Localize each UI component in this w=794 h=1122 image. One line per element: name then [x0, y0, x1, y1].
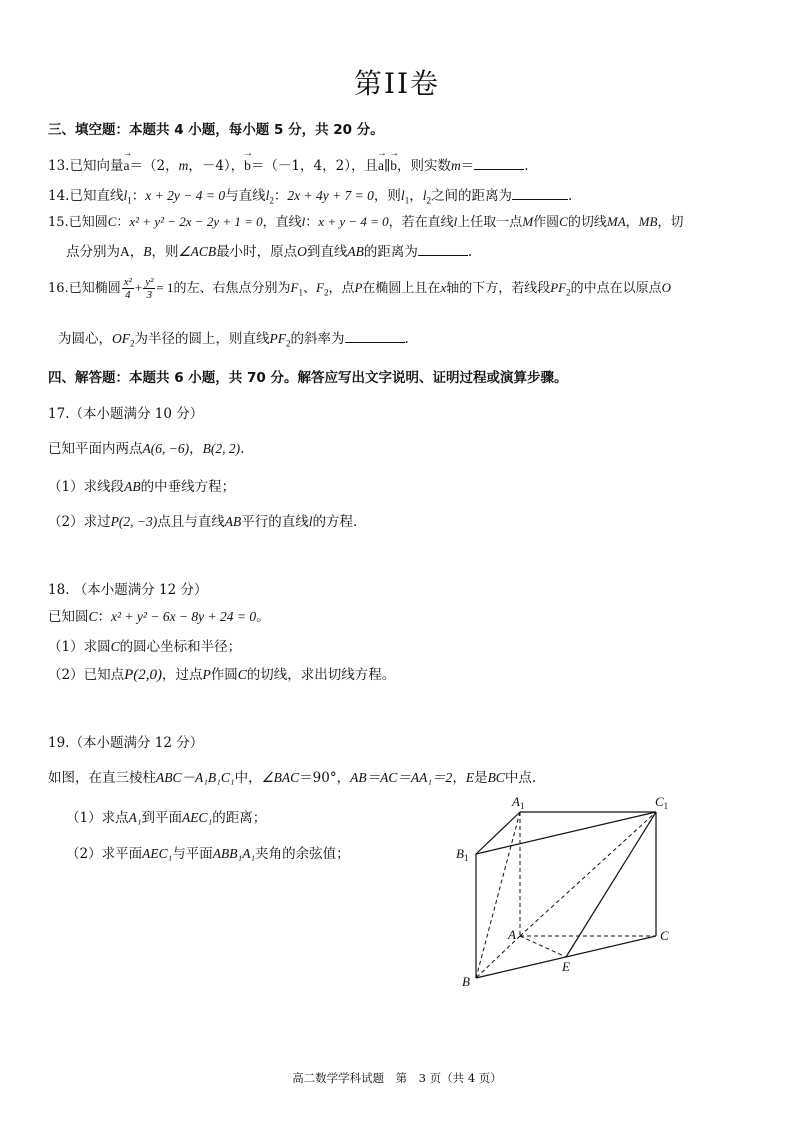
question-19-part-1: （1）求点A₁到平面AEC₁的距离；	[66, 810, 267, 826]
question-17-part-2: （2）求过P(2, −3)点且与直线AB平行的直线l的方程.	[48, 514, 358, 530]
question-17-part-1: （1）求线段AB的中垂线方程；	[48, 479, 236, 495]
page-footer: 高二数学学科试题 第 3 页（共 4 页）	[292, 1071, 502, 1085]
label-B1: $B_1$	[456, 846, 469, 863]
segment-A-C1-hidden	[520, 812, 656, 936]
answer-blank-13[interactable]	[474, 157, 524, 170]
fraction-y2-over-3: $\frac{\text{y²}}{3}$	[145, 276, 154, 301]
edge-A-B-hidden	[476, 936, 520, 978]
question-19-header: 19.（本小题满分 12 分）	[48, 735, 204, 751]
segment-A-E-hidden	[520, 936, 566, 957]
question-14: 14.已知直线$l_1$：x + 2y − 4 = 0与直线$l_2$：2x + 4y + 7 = 0，则$l_1$，$l_2$之间的距离为 .	[48, 188, 573, 206]
question-16-line-2: 为圆心，$OF_2$为半径的圆上，则直线$PF_2$的斜率为 .	[58, 331, 409, 349]
answer-blank-14[interactable]	[512, 187, 568, 200]
prism-figure	[450, 790, 690, 1000]
question-19-part-2: （2）求平面AEC₁与平面ABB₁A₁夹角的余弦值；	[66, 846, 350, 862]
fraction-x2-over-4: $\frac{\text{x²}}{4}$	[123, 276, 132, 301]
question-15-line-1: 15.已知圆C：x² + y² − 2x − 2y + 1 = 0，直线l：x + y − 4 = 0，若在直线l上任取一点M作圆C的切线MA，MB，切	[48, 214, 684, 230]
label-B: B	[462, 974, 470, 989]
label-A1: $A_1$	[512, 794, 525, 811]
page-title: 第II卷	[353, 67, 441, 100]
label-A: A	[508, 927, 516, 942]
answer-blank-16[interactable]	[345, 330, 405, 343]
question-18-stem: 已知圆C：x² + y² − 6x − 8y + 24 = 0。	[48, 609, 270, 625]
label-C: C	[660, 928, 669, 943]
label-C1: $C_1$	[655, 794, 669, 811]
segment-E-C1	[566, 812, 656, 957]
section-4-heading: 四、解答题：本题共 6 小题，共 70 分。解答应写出文字说明、证明过程或演算步骤。	[48, 370, 568, 386]
question-19-stem: 如图，在直三棱柱ABC－A₁B₁C₁中，∠BAC＝90°，AB＝AC＝AA₁＝2，E是BC中点.	[48, 770, 537, 786]
question-17-stem: 已知平面内两点A(6, −6)，B(2, 2).	[48, 441, 245, 457]
answer-blank-15[interactable]	[418, 243, 468, 256]
section-3-heading: 三、填空题：本题共 4 小题，每小题 5 分，共 20 分。	[48, 122, 384, 138]
edge-B1-C1	[476, 812, 656, 854]
question-13: 13.已知向量→ a＝（2，m，－4），→ b＝（－1，4，2），且→ a∥→ b，则实数m＝ .	[48, 154, 529, 174]
question-18-part-1: （1）求圆C的圆心坐标和半径；	[48, 639, 242, 655]
question-16-line-1: 16.已知椭圆 $\frac{\text{x²}}{4}$ + $\frac{\text{y²}}{3}$ = 1的左、右焦点分别为$F_1$、$F_2$，点P在椭圆上且在x轴的下方，若线段$PF_2$的中点在以原点O	[48, 276, 672, 301]
edge-A1-B1	[476, 812, 520, 854]
label-E: E	[562, 959, 570, 974]
segment-A1-B-hidden	[476, 812, 520, 978]
question-17-header: 17.（本小题满分 10 分）	[48, 406, 204, 422]
question-15-line-2: 点分别为A，B，则∠ACB最小时，原点O到直线AB的距离为 .	[66, 244, 473, 260]
question-18-header: 18. （本小题满分 12 分）	[48, 582, 208, 598]
question-18-part-2: （2）已知点P(2,0)，过点P作圆C的切线，求出切线方程。	[48, 667, 396, 683]
